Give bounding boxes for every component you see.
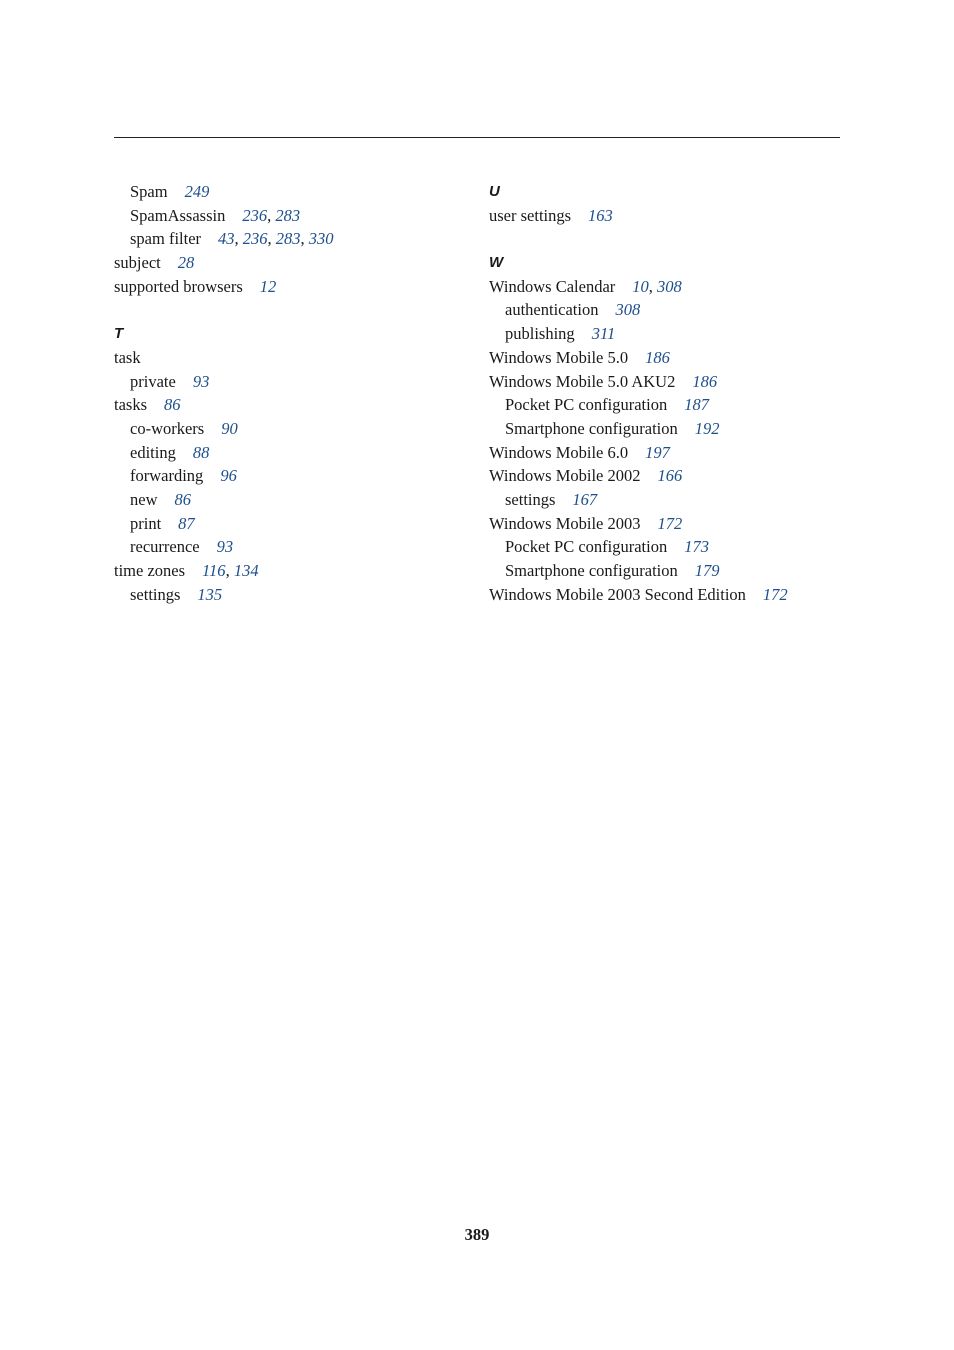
page-link[interactable]: 116: [202, 561, 226, 580]
index-term: co-workers: [130, 418, 205, 438]
index-subentry: [489, 535, 849, 559]
index-subentry: [114, 535, 474, 559]
index-term: time zones: [114, 561, 186, 580]
page-references: [695, 561, 720, 580]
page-link[interactable]: 186: [692, 371, 718, 391]
group-spacer: [114, 298, 474, 322]
index-entry: [114, 275, 474, 299]
page-references: [221, 419, 238, 438]
page-link[interactable]: 87: [178, 513, 195, 533]
page-references: [615, 300, 640, 319]
page-references: [218, 229, 334, 248]
index-subentry: [114, 464, 474, 488]
index-term: tasks: [114, 395, 147, 415]
index-term: task: [114, 347, 141, 367]
group-spacer: [489, 227, 849, 251]
page-link[interactable]: 236: [242, 229, 268, 249]
index-term: SpamAssassin: [130, 205, 226, 225]
page-link[interactable]: 28: [177, 253, 195, 273]
index-subentry: [489, 559, 849, 583]
page-references: [202, 561, 259, 580]
index-subentry: [114, 583, 474, 607]
page-references: [645, 348, 670, 367]
index-term: spam filter: [130, 229, 202, 249]
index-entry: [489, 441, 849, 465]
page-separator: ,: [225, 561, 234, 580]
page-link[interactable]: 96: [220, 466, 237, 486]
index-entry: [489, 583, 849, 607]
index-entry: [489, 204, 849, 228]
index-term: forwarding: [130, 466, 204, 486]
page-link[interactable]: 167: [572, 489, 598, 509]
page-references: [684, 537, 709, 556]
index-subentry: [489, 488, 849, 512]
index-subentry: [489, 298, 849, 322]
page-link[interactable]: 172: [762, 584, 788, 604]
index-entry: [489, 512, 849, 536]
page-link[interactable]: 311: [591, 324, 616, 344]
index-term: settings: [130, 584, 181, 604]
index-subentry: [114, 488, 474, 512]
index-term: private: [130, 371, 176, 391]
page-link[interactable]: 86: [174, 489, 191, 509]
page-link[interactable]: 308: [657, 276, 682, 296]
index-subentry: [114, 370, 474, 394]
page-link[interactable]: 308: [615, 300, 641, 320]
page-references: [193, 443, 210, 462]
index-subentry: [114, 441, 474, 465]
page-references: [588, 206, 613, 225]
index-entry: [489, 346, 849, 370]
page-link[interactable]: 283: [275, 205, 301, 225]
index-letter-heading: W: [489, 254, 504, 272]
page-separator: ,: [267, 229, 276, 249]
index-term: Windows Mobile 2003 Second Edition: [489, 584, 746, 604]
page-references: [260, 277, 277, 296]
index-subentry: [114, 204, 474, 228]
index-entry: [114, 346, 474, 370]
index-term: Spam: [130, 182, 168, 201]
page-references: [658, 514, 683, 533]
index-term: Windows Mobile 5.0 AKU2: [489, 371, 676, 391]
header-rule: [114, 137, 840, 138]
page-separator: ,: [300, 229, 309, 249]
index-entry: [489, 370, 849, 394]
index-term: user settings: [489, 205, 572, 225]
index-term: subject: [114, 253, 161, 273]
page-link[interactable]: 166: [657, 466, 683, 486]
page-references: [185, 182, 210, 201]
index-subentry: [489, 417, 849, 441]
page-link[interactable]: 88: [192, 442, 210, 462]
index-subentry: [489, 393, 849, 417]
page-references: [692, 372, 717, 391]
index-letter-heading: T: [114, 325, 124, 343]
page-number: 389: [464, 1225, 490, 1244]
page-link[interactable]: 179: [694, 561, 720, 580]
index-subentry: [114, 417, 474, 441]
index-term: Smartphone configuration: [505, 418, 678, 438]
index-term: new: [130, 489, 158, 509]
index-term: settings: [505, 489, 556, 509]
page-link[interactable]: 173: [684, 537, 709, 557]
index-term: editing: [130, 442, 176, 462]
page-references: [164, 395, 181, 414]
page-link[interactable]: 93: [192, 371, 210, 391]
page-separator: ,: [267, 205, 276, 225]
page-link[interactable]: 283: [275, 229, 301, 249]
page-references: [217, 537, 234, 556]
page-references: [684, 395, 709, 414]
page-references: [175, 490, 192, 509]
page-references: [763, 585, 788, 604]
index-term: supported browsers: [114, 276, 243, 296]
index-entry: [114, 559, 474, 583]
page-separator: ,: [234, 229, 243, 249]
index-term: Windows Mobile 2002: [489, 466, 641, 486]
page-references: [242, 206, 300, 225]
page-link[interactable]: 249: [184, 182, 210, 201]
index-letter-heading: U: [489, 183, 500, 200]
page-link[interactable]: 187: [684, 395, 709, 415]
page-link[interactable]: 197: [645, 442, 670, 462]
page-references: [658, 466, 683, 485]
index-term: Pocket PC configuration: [505, 537, 668, 557]
page-link[interactable]: 236: [242, 205, 268, 225]
page-references: [592, 324, 616, 343]
page-link[interactable]: 90: [221, 418, 238, 438]
index-term: Windows Mobile 6.0: [489, 442, 629, 462]
page-references: [632, 277, 682, 296]
page-link[interactable]: 12: [259, 276, 277, 296]
page-references: [645, 443, 670, 462]
index-term: authentication: [505, 300, 599, 320]
page-link[interactable]: 192: [694, 418, 720, 438]
page-link[interactable]: 93: [216, 537, 234, 557]
index-entry: [489, 464, 849, 488]
index-term: Windows Mobile 2003: [489, 513, 641, 533]
index-term: print: [130, 513, 162, 533]
index-subentry: [114, 227, 474, 251]
index-entry: [114, 251, 474, 275]
index-entry: [114, 393, 474, 417]
page-link[interactable]: 330: [308, 229, 334, 249]
page-link[interactable]: 10: [632, 276, 649, 296]
index-subentry: [114, 180, 474, 204]
page-link[interactable]: 163: [588, 205, 613, 225]
index-column-right: [489, 180, 849, 606]
index-term: Windows Mobile 5.0: [489, 347, 629, 367]
index-term: Windows Calendar: [489, 276, 616, 296]
page-link[interactable]: 186: [645, 347, 670, 367]
index-term: Smartphone configuration: [505, 561, 678, 580]
page-link[interactable]: 134: [233, 561, 259, 580]
page-link[interactable]: 172: [657, 513, 683, 533]
page-link[interactable]: 86: [164, 395, 181, 415]
page-separator: ,: [648, 276, 658, 296]
page-references: [178, 253, 195, 272]
page-references: [178, 514, 195, 533]
index-term: publishing: [505, 324, 575, 344]
index-subentry: [489, 322, 849, 346]
page-link[interactable]: 43: [218, 229, 235, 249]
page-link[interactable]: 135: [197, 584, 223, 604]
index-term: recurrence: [130, 537, 200, 557]
page-references: [193, 372, 210, 391]
index-subentry: [114, 512, 474, 536]
page-references: [695, 419, 720, 438]
page-references: [220, 466, 237, 485]
index-column-left: [114, 180, 474, 606]
page-references: [572, 490, 597, 509]
index-entry: [489, 275, 849, 299]
index-term: Pocket PC configuration: [505, 395, 668, 415]
page-references: [197, 585, 222, 604]
